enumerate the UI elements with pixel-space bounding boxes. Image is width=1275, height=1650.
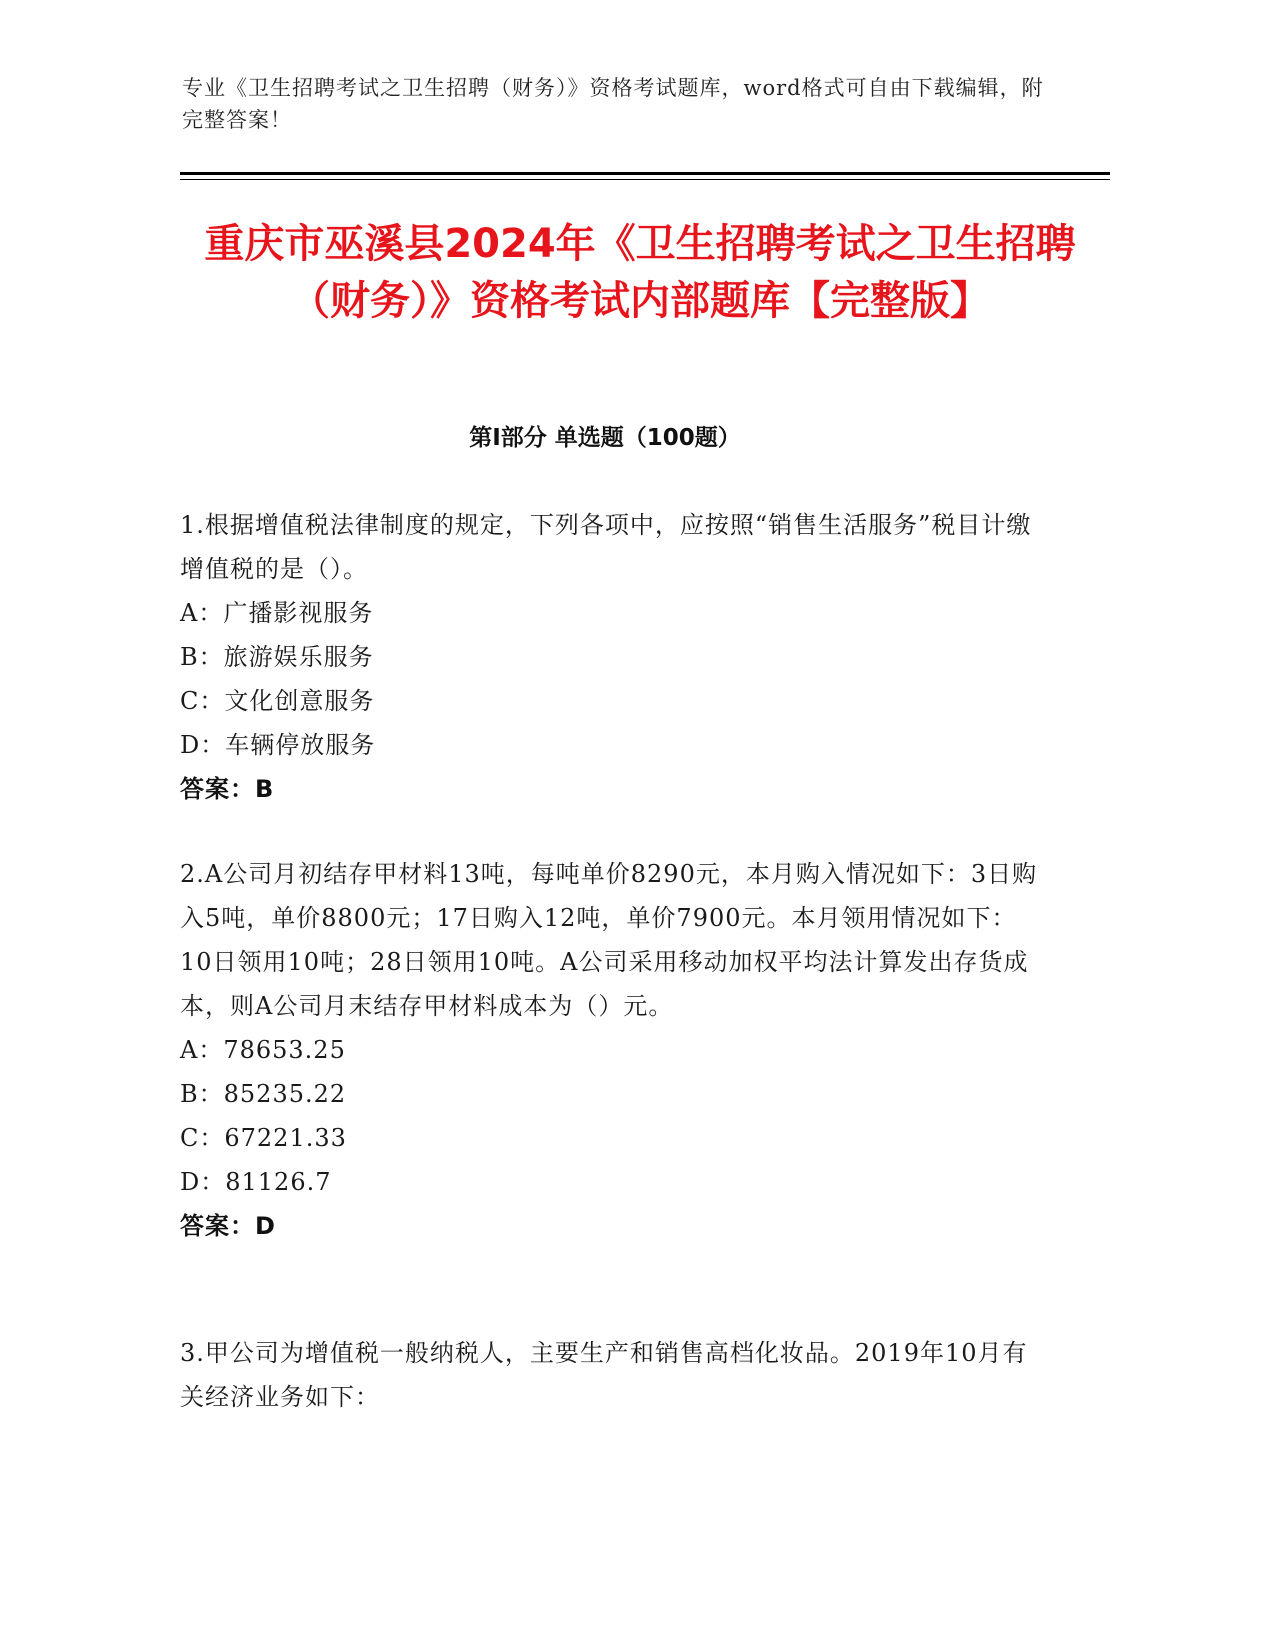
option-c: C：67221.33: [180, 1124, 347, 1152]
document-title: 重庆市巫溪县2024年《卫生招聘考试之卫生招聘（财务）》资格考试内部题库【完整版】: [204, 221, 1076, 324]
question-stem: 1.根据增值税法律制度的规定，下列各项中，应按照“销售生活服务”税目计缴增值税的是（）。: [180, 511, 1032, 583]
header-divider-thin: [180, 179, 1110, 180]
option-a: A：广播影视服务: [180, 599, 374, 627]
question-2: [180, 852, 1040, 1248]
option-c: C：文化创意服务: [180, 687, 375, 715]
question-stem: 3.甲公司为增值税一般纳税人，主要生产和销售高档化妆品。2019年10月有关经济业务如下：: [180, 1339, 1028, 1411]
question-1: [180, 503, 1040, 811]
header-note: 专业《卫生招聘考试之卫生招聘（财务）》资格考试题库，word格式可自由下载编辑，附完整答案！: [182, 76, 1044, 132]
question-stem: 2.A公司月初结存甲材料13吨，每吨单价8290元，本月购入情况如下：3日购入5吨，单价8800元；17日购入12吨，单价7900元。本月领用情况如下：10日领用10吨；28日领用10吨。A公司采用移动加权平均法计算发出存货成本，则A公司月末结存甲材料成本为（）元。: [180, 860, 1038, 1020]
answer: 答案：D: [180, 1212, 276, 1240]
section-heading: 第I部分 单选题（100题）: [469, 425, 741, 451]
option-b: B：旅游娱乐服务: [180, 643, 374, 671]
answer: 答案：B: [180, 775, 275, 803]
header-divider-thick: [180, 172, 1110, 175]
option-a: A：78653.25: [180, 1036, 346, 1064]
option-d: D：车辆停放服务: [180, 731, 376, 759]
option-b: B：85235.22: [180, 1080, 347, 1108]
question-3: [180, 1331, 1040, 1419]
option-d: D：81126.7: [180, 1168, 332, 1196]
